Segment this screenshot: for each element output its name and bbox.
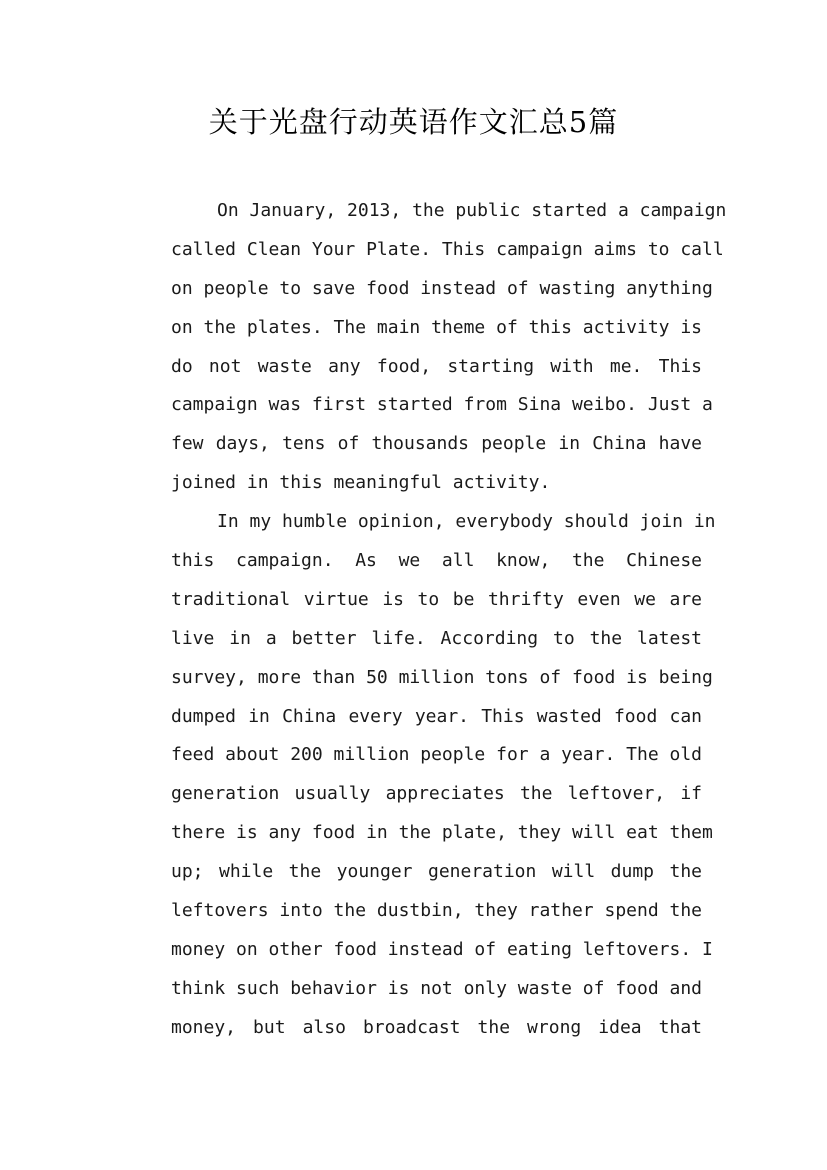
text-line: joined in this meaningful activity. [171, 472, 551, 494]
text-line: feed about 200 million people for a year. The old [171, 744, 703, 766]
paragraph-2 [125, 503, 716, 1047]
text-line: on people to save food instead of wasting anything [171, 277, 713, 299]
text-line: generation usually appreciates the leftover, if [171, 783, 702, 805]
document-title: 关于光盘行动英语作文汇总5篇 [208, 105, 619, 139]
text-line: traditional virtue is to be thrifty even we are [171, 588, 702, 610]
text-line: called Clean Your Plate. This campaign aims to call [171, 238, 724, 260]
text-line: on the plates. The main theme of this activity is [171, 316, 703, 338]
text-line: live in a better life. According to the latest [171, 627, 702, 649]
text-line: there is any food in the plate, they will eat them [171, 822, 713, 844]
text-line: up; while the younger generation will dump the [171, 861, 702, 883]
document-body [125, 192, 727, 1048]
text-line: think such behavior is not only waste of food and [171, 977, 703, 999]
text-line: this campaign. As we all know, the Chinese [171, 550, 702, 572]
text-line: few days, tens of thousands people in China have [171, 433, 702, 455]
paragraph-1 [125, 192, 727, 503]
text-line: do not waste any food, starting with me. This [171, 355, 702, 377]
text-line: money, but also broadcast the wrong idea that [171, 1016, 702, 1038]
text-line: survey, more than 50 million tons of food is being [171, 666, 713, 688]
text-line: money on other food instead of eating leftovers. I [171, 938, 713, 960]
text-line: In my humble opinion, everybody should join in [217, 511, 716, 533]
text-line: leftovers into the dustbin, they rather spend the [171, 900, 703, 922]
text-line: dumped in China every year. This wasted food can [171, 705, 702, 727]
text-line: campaign was first started from Sina weibo. Just a [171, 394, 713, 416]
text-line: On January, 2013, the public started a campaign [217, 200, 727, 221]
